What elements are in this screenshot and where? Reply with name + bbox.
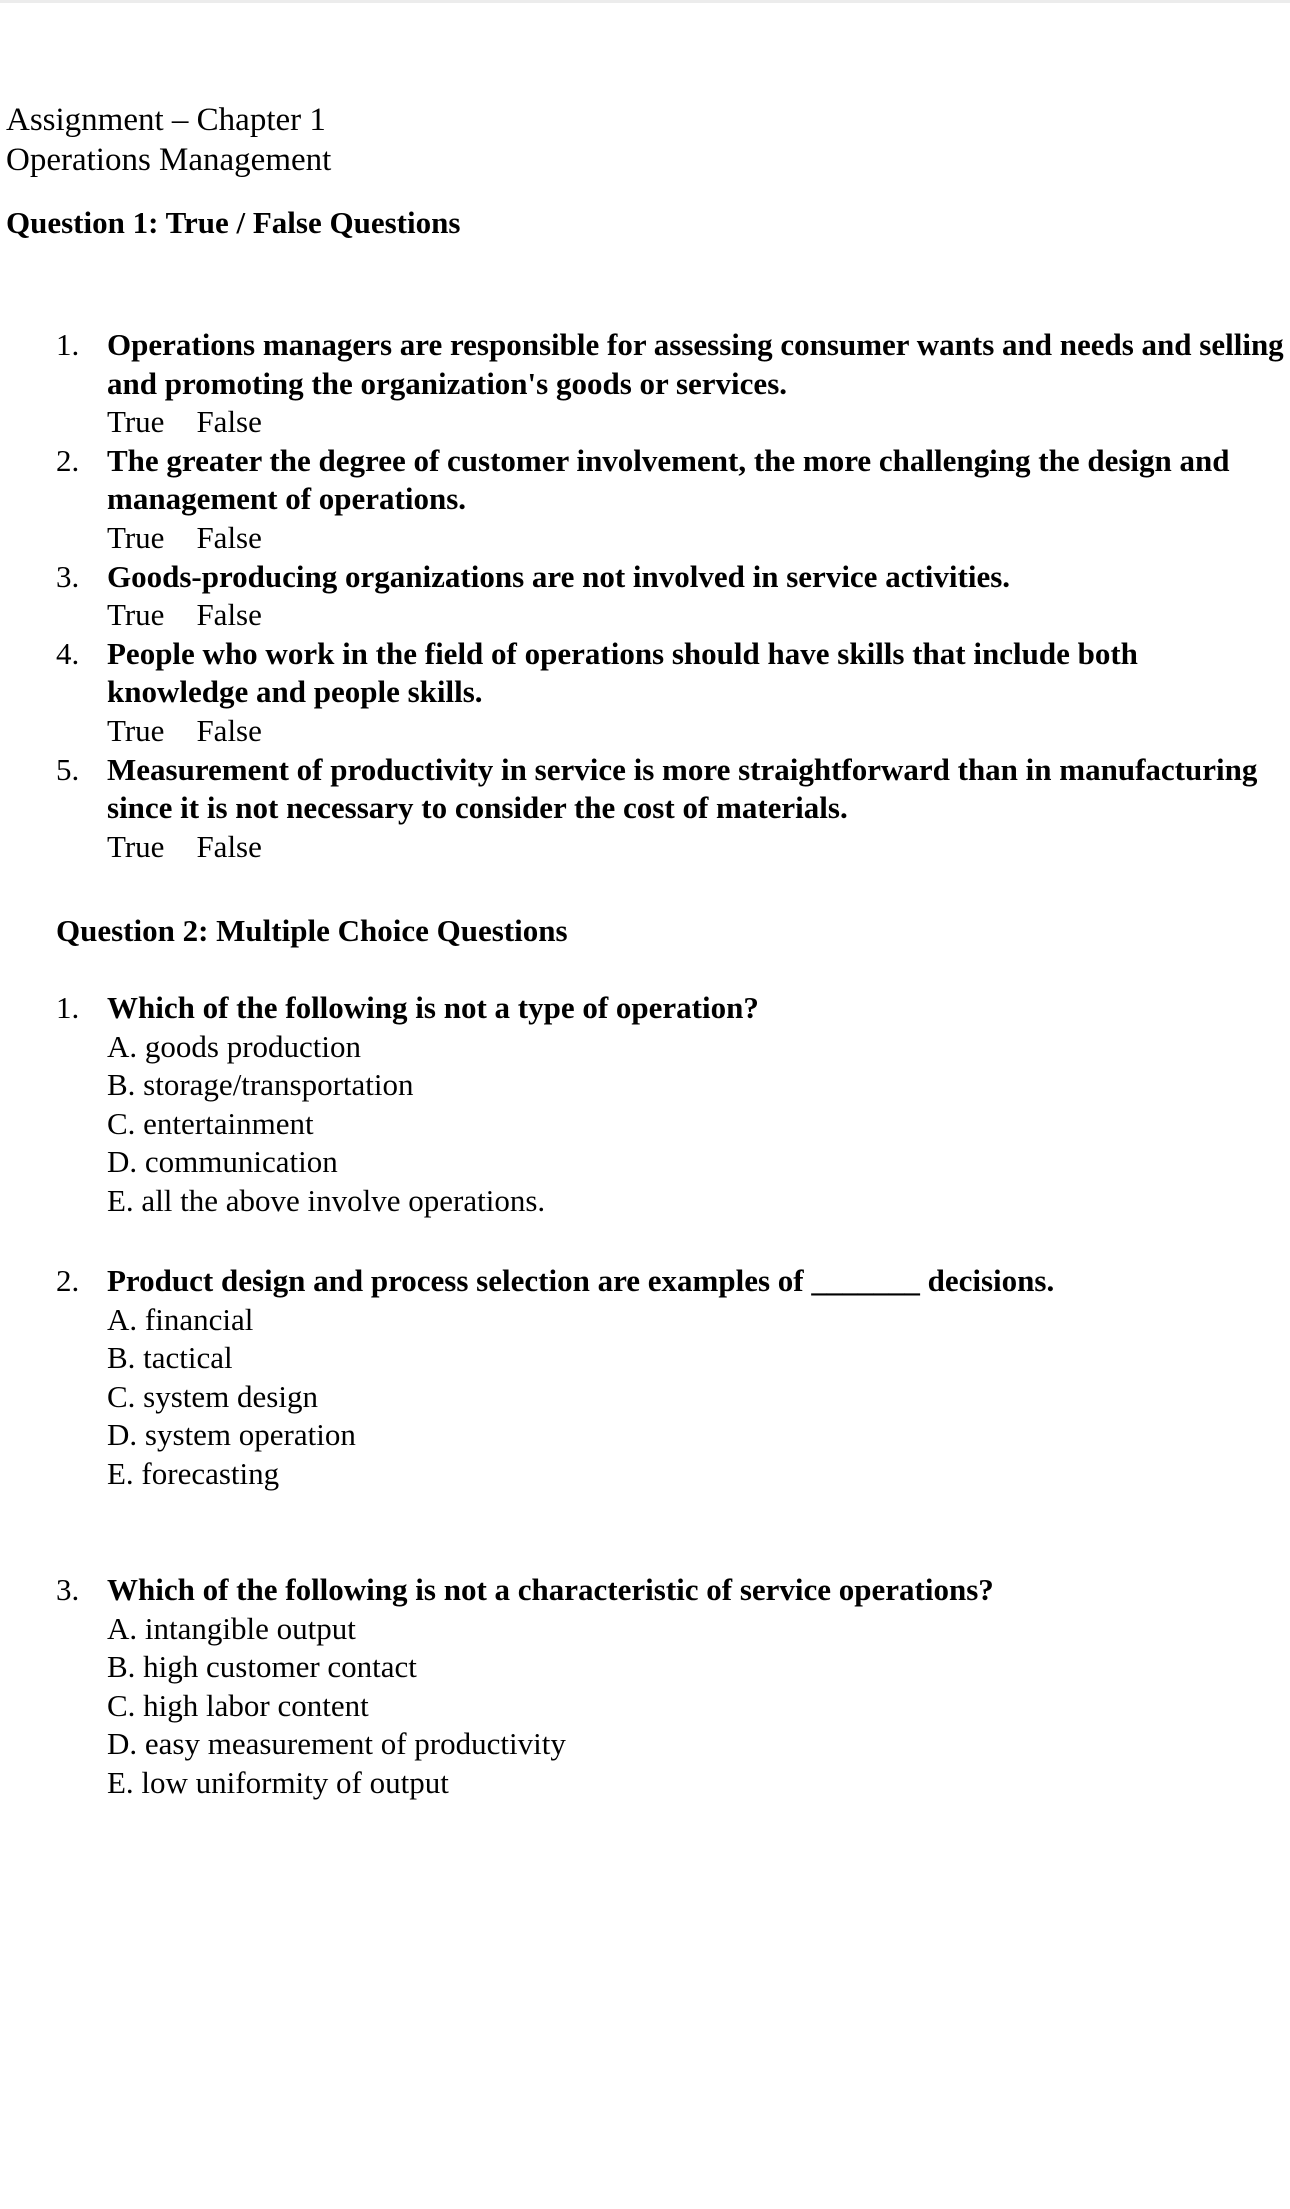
true-option[interactable]: True — [107, 519, 165, 555]
answer-option-e[interactable]: E. all the above involve operations. — [107, 1182, 546, 1218]
question-text: Measurement of productivity in service is more straightforward than in manufacturing since it is not necessary to consider the cost of materials. — [107, 751, 1258, 826]
answer-option-b[interactable]: B. storage/transportation — [107, 1067, 414, 1103]
answer-option-a[interactable]: A. financial — [107, 1301, 254, 1337]
answer-option-e[interactable]: E. low uniformity of output — [107, 1764, 449, 1800]
true-option[interactable]: True — [107, 404, 165, 440]
section-1-title: Question 1: True / False Questions — [6, 205, 461, 240]
false-option[interactable]: False — [196, 828, 262, 864]
question-text: The greater the degree of customer involvement, the more challenging the design and management of operations. — [107, 442, 1230, 517]
answer-option-a[interactable]: A. intangible output — [107, 1610, 356, 1646]
true-false-choices — [107, 403, 1290, 442]
question-number: 1. — [56, 327, 80, 362]
question-text: Which of the following is not a type of operation? — [107, 990, 759, 1025]
tf-question-3 — [0, 558, 1290, 635]
answer-option-b[interactable]: B. tactical — [107, 1340, 233, 1376]
tf-question-4 — [0, 635, 1290, 751]
course-title: Operations Management — [6, 142, 332, 178]
mc-question-3 — [0, 1571, 1290, 1803]
false-option[interactable]: False — [196, 712, 262, 748]
answer-option-b[interactable]: B. high customer contact — [107, 1649, 417, 1685]
question-number: 3. — [56, 1572, 80, 1607]
answer-option-d[interactable]: D. easy measurement of productivity — [107, 1726, 566, 1762]
question-number: 2. — [56, 1263, 80, 1298]
true-false-choices — [107, 519, 1290, 558]
true-false-choices — [107, 712, 1290, 751]
question-text: People who work in the field of operations should have skills that include both knowledge and people skills. — [107, 635, 1138, 710]
false-option[interactable]: False — [196, 597, 262, 633]
false-option[interactable]: False — [196, 519, 262, 555]
section-2-title: Question 2: Multiple Choice Questions — [56, 913, 568, 948]
answer-option-d[interactable]: D. system operation — [107, 1417, 356, 1453]
mc-question-3-block — [0, 1571, 1290, 1803]
mc-question-1 — [0, 989, 1290, 1221]
answer-option-a[interactable]: A. goods production — [107, 1028, 362, 1064]
question-number: 2. — [56, 442, 80, 478]
question-number: 5. — [56, 751, 80, 787]
true-false-list — [0, 326, 1290, 866]
true-option[interactable]: True — [107, 828, 165, 864]
true-false-choices — [107, 828, 1290, 867]
false-option[interactable]: False — [196, 404, 262, 440]
question-text: Goods-producing organizations are not involved in service activities. — [107, 558, 1011, 594]
true-false-choices — [107, 596, 1290, 635]
question-number: 3. — [56, 558, 80, 594]
true-option[interactable]: True — [107, 597, 165, 633]
document-header — [6, 100, 331, 180]
question-text: Which of the following is not a characteristic of service operations? — [107, 1572, 994, 1607]
answer-option-c[interactable]: C. entertainment — [107, 1105, 314, 1141]
question-number: 4. — [56, 635, 80, 671]
tf-question-2 — [0, 442, 1290, 558]
answer-option-e[interactable]: E. forecasting — [107, 1455, 280, 1491]
question-text: Product design and process selection are examples of _______ decisions. — [107, 1263, 1055, 1298]
answer-option-d[interactable]: D. communication — [107, 1144, 338, 1180]
assignment-title: Assignment – Chapter 1 — [6, 102, 326, 138]
mc-question-2-block — [0, 1262, 1290, 1494]
tf-question-1 — [0, 326, 1290, 442]
mc-question-2 — [0, 1262, 1290, 1494]
question-text: Operations managers are responsible for assessing consumer wants and needs and selling and promoting the organization's goods or services. — [107, 327, 1284, 401]
answer-option-c[interactable]: C. system design — [107, 1378, 318, 1414]
true-option[interactable]: True — [107, 712, 165, 748]
top-border — [0, 0, 1290, 3]
answer-option-c[interactable]: C. high labor content — [107, 1687, 369, 1723]
question-number: 1. — [56, 990, 80, 1025]
mc-question-1-block — [0, 989, 1290, 1221]
tf-question-5 — [0, 751, 1290, 867]
